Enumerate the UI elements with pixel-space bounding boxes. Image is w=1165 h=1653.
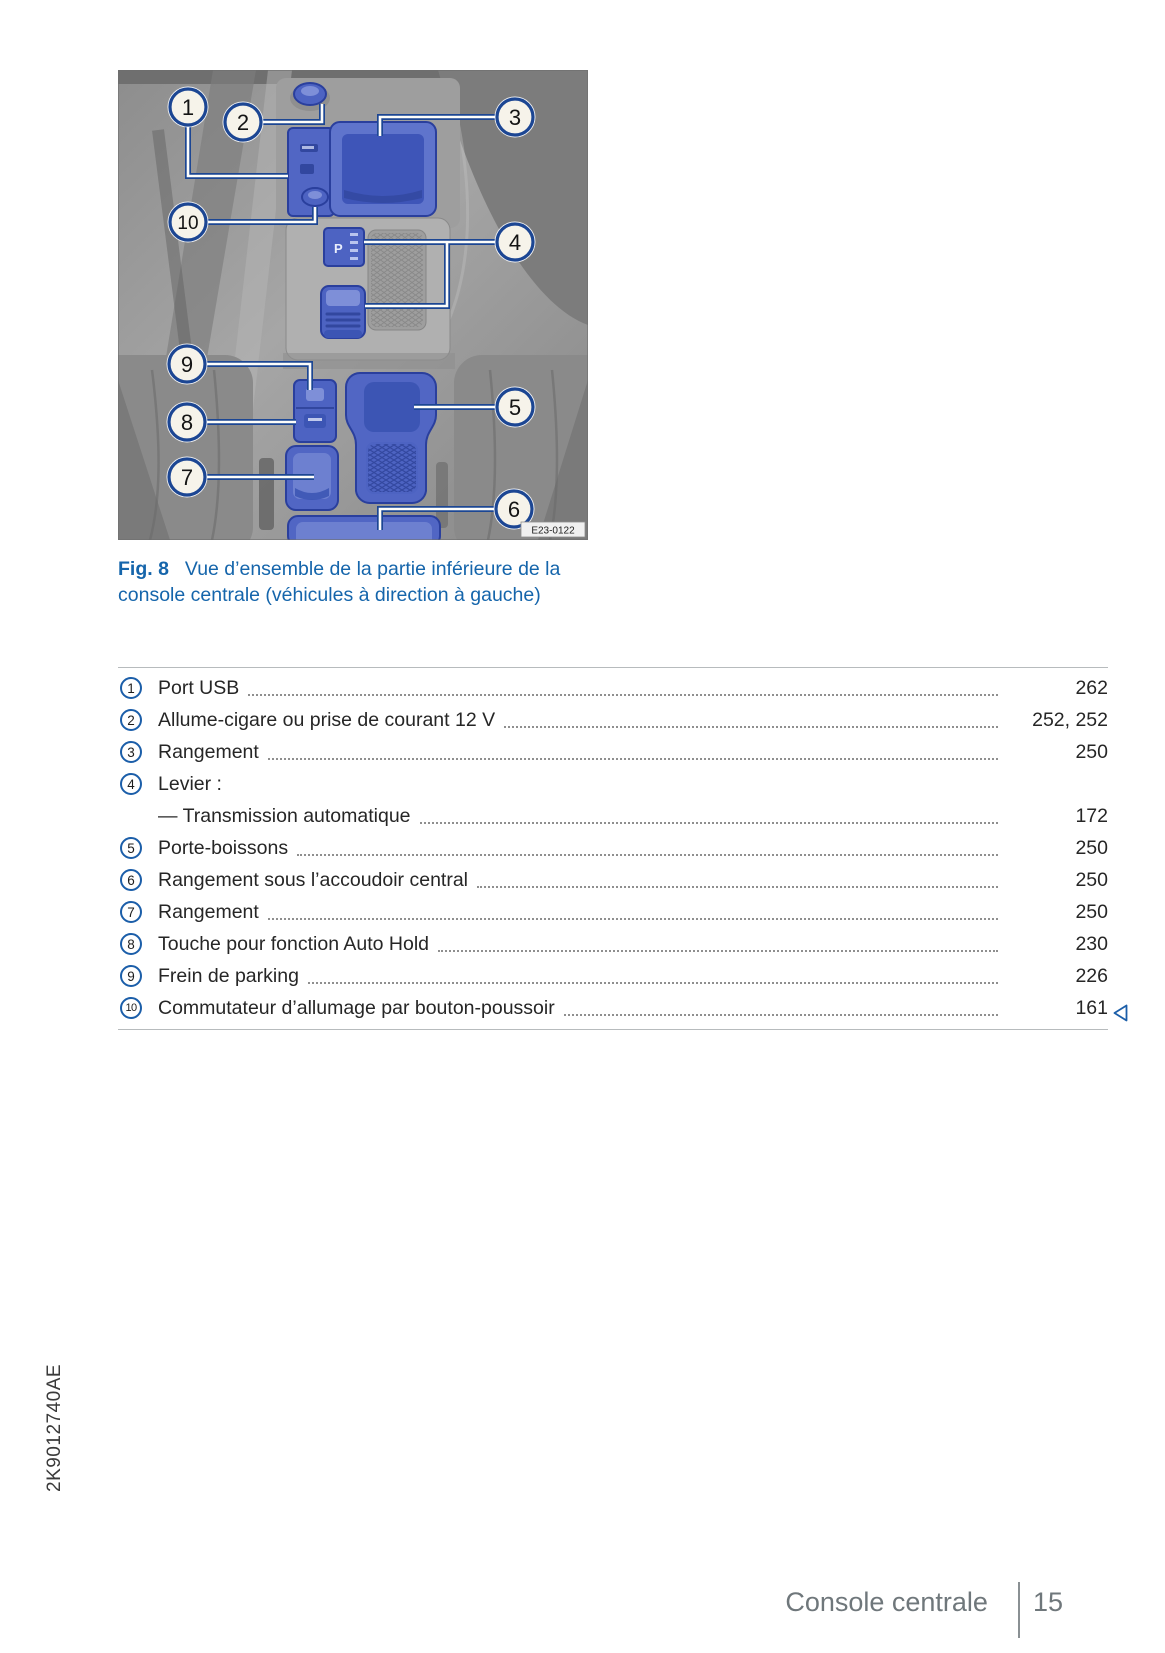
callout-7: [167, 457, 208, 498]
item-label: Rangement: [158, 900, 259, 923]
figure-8-image: [118, 70, 588, 540]
dot-leader: [564, 1014, 998, 1016]
item-page-ref: 172: [1075, 804, 1108, 827]
start-button-knob: [302, 188, 328, 206]
svg-text:5: 5: [508, 395, 522, 420]
item-label: Rangement sous l’accoudoir central: [158, 868, 469, 891]
list-subitem-transmission-automatique[interactable]: [118, 800, 1108, 832]
page-footer: [785, 1585, 1063, 1638]
svg-text:4: 4: [508, 230, 522, 255]
console-diagram: [118, 70, 588, 540]
item-number-badge: 9: [118, 965, 158, 987]
dot-leader: [504, 726, 998, 728]
section-end-triangle-icon: [1112, 1002, 1130, 1024]
callout-4: [495, 222, 536, 263]
list-item-auto-hold[interactable]: [118, 928, 1108, 960]
item-page-ref: 250: [1075, 836, 1108, 859]
item-label: — Transmission automatique: [158, 804, 411, 827]
item-number-badge: 6: [118, 869, 158, 891]
footer-divider: [1018, 1582, 1020, 1638]
image-code-box: [521, 522, 585, 537]
list-item-rangement-7[interactable]: [118, 896, 1108, 928]
item-page-ref: 226: [1075, 964, 1108, 987]
footer-section-title: Console centrale: [785, 1587, 988, 1617]
list-item-port-usb[interactable]: [118, 672, 1108, 704]
item-number-badge: 5: [118, 837, 158, 859]
item-label: Port USB: [158, 676, 240, 699]
callout-10: [168, 202, 209, 243]
list-item-rangement-accoudoir[interactable]: [118, 864, 1108, 896]
component-index-list: [118, 667, 1108, 1030]
callout-2: [223, 102, 264, 143]
item-page-ref: 252, 252: [1032, 708, 1108, 731]
footer-page-number: 15: [1032, 1587, 1063, 1617]
armrest-bin: [288, 516, 440, 540]
item-page-ref: 250: [1075, 868, 1108, 891]
svg-text:8: 8: [180, 410, 194, 435]
item-number-badge: 4: [118, 773, 158, 795]
dot-leader: [248, 694, 998, 696]
cup-holders: [346, 373, 436, 503]
callout-9: [167, 344, 208, 385]
callout-3: [495, 97, 536, 138]
list-item-porte-boissons[interactable]: [118, 832, 1108, 864]
callout-1: [168, 87, 209, 128]
document-code: 2K9012740AE: [44, 1363, 65, 1492]
svg-text:9: 9: [180, 352, 194, 377]
gear-selector-display: [324, 228, 364, 266]
dot-leader: [438, 950, 998, 952]
item-label: Allume-cigare ou prise de courant 12 V: [158, 708, 496, 731]
svg-text:10: 10: [177, 213, 199, 234]
figure-caption-label: Fig. 8: [118, 557, 169, 580]
item-label: Levier :: [158, 772, 222, 795]
item-number-badge: 2: [118, 709, 158, 731]
dot-leader: [268, 758, 998, 760]
list-item-frein-parking[interactable]: [118, 960, 1108, 992]
dot-leader: [477, 886, 998, 888]
item-number-badge: 7: [118, 901, 158, 923]
svg-text:3: 3: [508, 105, 522, 130]
item-page-ref: 161: [1075, 996, 1108, 1019]
list-item-levier[interactable]: [118, 768, 1108, 800]
list-item-rangement-3[interactable]: [118, 736, 1108, 768]
item-label: Commutateur d’allumage par bouton-poussoir: [158, 996, 555, 1019]
item-page-ref: 230: [1075, 932, 1108, 955]
svg-text:6: 6: [507, 497, 521, 522]
item-page-ref: 250: [1075, 740, 1108, 763]
item-number-badge: 3: [118, 741, 158, 763]
item-label: Porte-boissons: [158, 836, 289, 859]
brake-switch-panel: [294, 380, 336, 442]
dot-leader: [308, 982, 998, 984]
svg-text:7: 7: [180, 465, 194, 490]
image-code: E23-0122: [531, 525, 575, 537]
item-label: Touche pour fonction Auto Hold: [158, 932, 430, 955]
item-page-ref: 250: [1075, 900, 1108, 923]
dot-leader: [268, 918, 998, 920]
figure-caption: [118, 556, 574, 608]
callout-8: [167, 402, 208, 443]
item-page-ref: 262: [1075, 676, 1108, 699]
item-label: Rangement: [158, 740, 259, 763]
svg-text:1: 1: [181, 95, 195, 120]
list-item-commutateur-allumage[interactable]: [118, 992, 1108, 1024]
dot-leader: [297, 854, 998, 856]
storage-tray: [330, 122, 436, 216]
item-number-badge: 8: [118, 933, 158, 955]
list-item-allume-cigare[interactable]: [118, 704, 1108, 736]
svg-text:2: 2: [236, 110, 250, 135]
dot-leader: [420, 822, 998, 824]
figure-caption-text: Vue d’ensemble de la partie inférieure de la console centrale (véhicules à direction à gauche): [118, 557, 561, 606]
callout-5: [495, 387, 536, 428]
item-label: Frein de parking: [158, 964, 299, 987]
gear-letter: P: [334, 241, 343, 256]
item-number-badge: 10: [118, 997, 158, 1019]
item-number-badge: 1: [118, 677, 158, 699]
gear-shifter: [321, 286, 365, 338]
